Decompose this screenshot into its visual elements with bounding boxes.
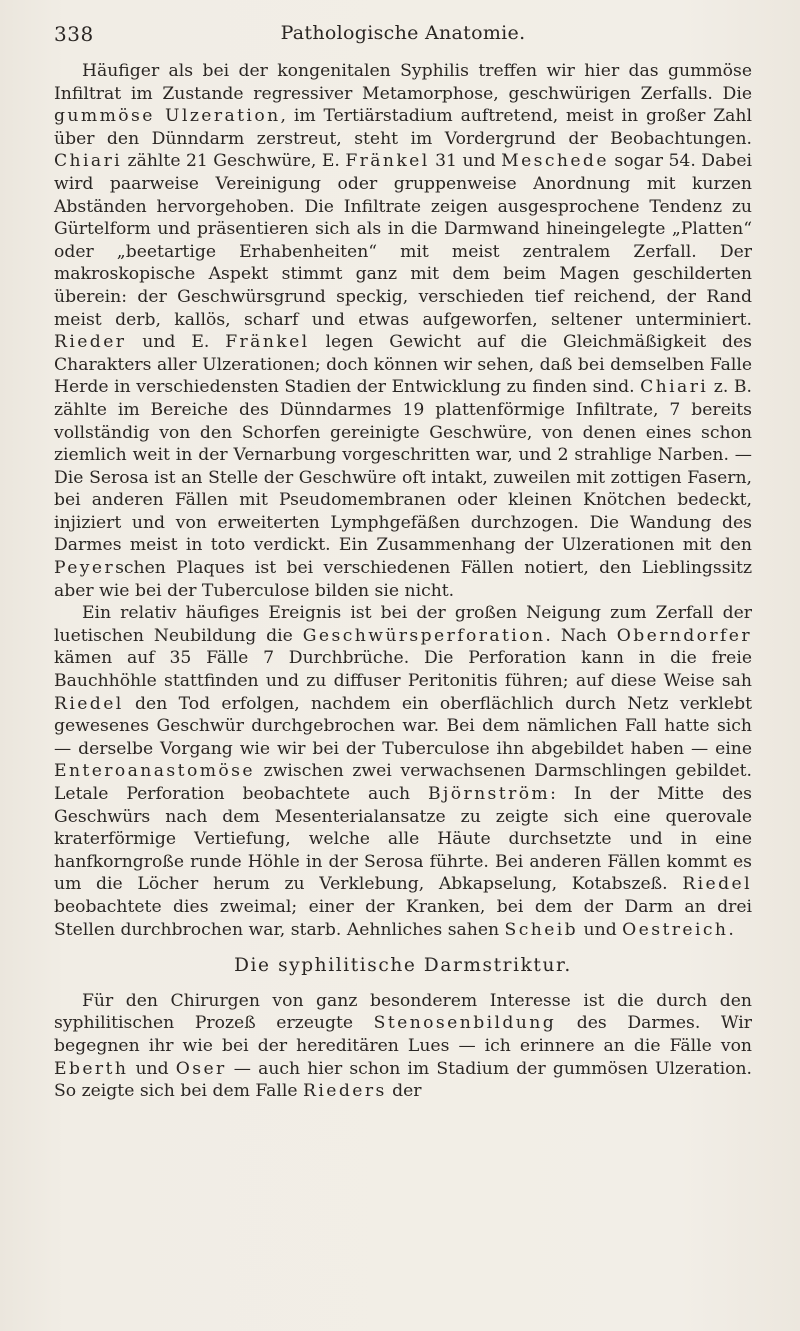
emphasized-term: Björnström [427,784,551,804]
emphasized-term: Chiari [54,151,123,172]
emphasized-term: Scheib [504,919,579,940]
text-run: und [578,919,623,940]
text-run: 31 und [429,151,502,172]
emphasized-term: Enteroanastomöse [54,761,255,782]
text-run: und [128,1058,176,1079]
emphasized-term: Meschede [501,151,609,172]
emphasized-term: Rieders [303,1081,387,1102]
emphasized-term: Oestreich [622,919,729,940]
emphasized-term: Fränkel [225,332,310,353]
text-run: kämen auf 35 Fälle 7 Durchbrüche. Die Perforation kann in die freie Bauchhöhle stattfinden und zu diffuser Peritonitis führen; auf diese Weise sah [54,648,752,692]
emphasized-term: Riedel [54,693,124,714]
text-run: , im Tertiärstadium auftretend, meist in großer Zahl über den Dünndarm zerstreut, steht im Vordergrund der Beobachtungen. [54,106,752,149]
text-run: Häufiger als bei der kongenitalen Syphilis treffen wir hier das gummöse Infiltrat im Zustande regressiver Metamorphose, geschwürigen Zerfalls. Die [54,61,752,104]
paragraph-stricture [54,990,752,1103]
text-run: : In der Mitte des Geschwürs nach dem Mesenterialansatze zu zeigte sich eine querovale kraterförmige Vertiefung, welche alle Häute durchsetzte und in eine hanfkorngroße runde Höhle in der Serosa führte. Bei anderen Fällen kommt es um die Löcher herum zu Verklebung, Abkapselung, Kotabszeß. [54,784,752,895]
emphasized-term: gummöse Ulzeration [54,106,281,127]
emphasized-term: Peyer [54,558,116,579]
text-run: Ein relativ häufiges Ereignis ist bei der großen Neigung zum Zerfall der luetischen Neubildung die [54,603,752,646]
text-run: und E. [126,332,226,353]
running-title: Pathologische Anatomie. [280,22,526,44]
text-run: des Darmes. Wir begegnen ihr wie bei der hereditären Lues — ich erinnere an die Fälle von [54,1013,752,1056]
text-run: den Tod erfolgen, nachdem ein oberflächlich durch Netz verklebt gewesenes Geschwür durchgebrochen war. Bei dem nämlichen Fall hatte sich — derselbe Vorgang wie wir bei der Tuberculose ihn abgebildet haben — eine [54,693,752,759]
paragraph-perforation [54,602,752,941]
text-run: . [728,919,734,940]
text-run: sogar 54. Dabei wird paarweise Vereinigung oder gruppenweise Anordnung mit kurzen Abständen hervorgehoben. Die Infiltrate zeigen ausgesprochene Tendenz zu Gürtelform und präsentieren sich als in die Darmwand hineingelegte „Platten“ oder „beetartige Erhabenheiten“ mit meist zentralem Zerfall. Der makroskopische Aspekt stimmt ganz mit dem beim Magen geschilderten überein: der Geschwürsgrund speckig, verschieden tief reichend, der Rand meist derb, kallös, scharf und etwas aufgeworfen, seltener unterminiert. [54,151,752,330]
emphasized-term: Fränkel [345,151,430,172]
text-run: legen Gewicht auf die Gleichmäßigkeit des Charakters aller Ulzerationen; doch können wir sehen, daß bei demselben Falle Herde in verschiedensten Stadien der Entwicklung zu finden sind. [54,332,752,398]
emphasized-term: Rieder [54,332,127,353]
section-heading: Die syphilitische Darmstriktur. [234,955,572,977]
emphasized-term: Eberth [54,1058,129,1079]
emphasized-term: Stenosenbildung [373,1013,557,1034]
emphasized-term: Chiari [640,377,709,398]
text-run: schen Plaques ist bei verschiedenen Fällen notiert, den Lieblingssitz aber wie bei der Tuberculose bilden sie nicht. [54,558,752,601]
body-text [54,60,752,1103]
text-run: der [386,1081,422,1102]
text-run: — auch hier schon im Stadium der gummösen Ulzeration. So zeigte sich bei dem Falle [54,1058,752,1102]
emphasized-term: Geschwürsperforation [302,625,546,646]
text-run: . Nach [545,625,617,646]
text-run: zählte 21 Geschwüre, E. [122,151,346,172]
running-head [54,0,752,60]
emphasized-term: Riedel [682,874,752,895]
emphasized-term: Oser [175,1058,227,1079]
paragraph-gummous-ulceration [54,60,752,602]
text-run: z. B. zählte im Bereiche des Dünndarmes 19 plattenförmige Infiltrate, 7 bereits vollständig von den Schorfen gereinigte Geschwüre, von denen eines schon ziemlich weit in der Vernarbung vorgeschritten war, und 2 strahlige Narben. — Die Serosa ist an Stelle der Geschwüre oft intakt, zuweilen mit zottigen Fasern, bei anderen Fällen mit Pseudomembranen oder kleinen Knötchen bedeckt, injiziert und von erweiterten Lymphgefäßen durchzogen. Die Wandung des Darmes meist in toto verdickt. Ein Zusammenhang der Ulzerationen mit den [54,377,752,556]
emphasized-term: Oberndorfer [616,625,752,646]
text-run: beobachtete dies zweimal; einer der Kranken, bei dem der Darm an drei Stellen durchbrochen war, starb. Aehnliches sahen [54,896,752,940]
text-run: zwischen zwei verwachsenen Darmschlingen gebildet. Letale Perforation beobachtete auch [54,761,752,804]
page-number: 338 [54,22,94,46]
text-run: Für den Chirurgen von ganz besonderem Interesse ist die durch den syphilitischen Prozeß erzeugte [54,990,752,1034]
